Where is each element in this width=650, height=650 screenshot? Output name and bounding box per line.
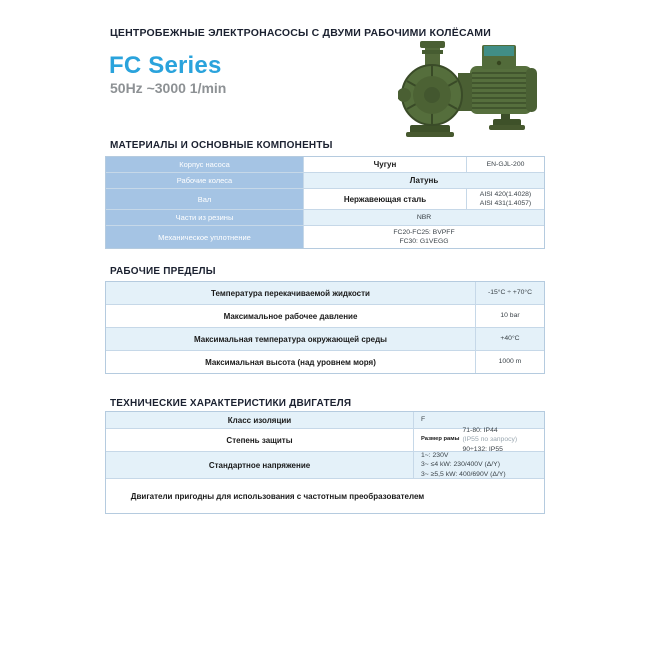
voltage-line: 1~: 230V <box>421 452 449 460</box>
voltage-line: 3~ ≥5,5 kW: 400/690V (Δ/Y) <box>421 470 506 478</box>
table-row <box>106 452 544 479</box>
table-row <box>106 328 544 351</box>
row-label: Стандартное напряжение <box>106 452 414 478</box>
note-line: AISI 420(1.4028) <box>479 190 532 198</box>
row-label: Максимальная температура окружающей среды <box>106 328 476 350</box>
row-note <box>467 189 544 209</box>
protection-line: 90÷132: IP55 <box>462 445 503 453</box>
table-row <box>106 305 544 328</box>
row-value: NBR <box>304 210 544 225</box>
note-line: AISI 431(1.4057) <box>479 200 532 207</box>
row-value: Чугун <box>304 157 467 172</box>
row-label: Механическое уплотнение <box>106 226 304 248</box>
row-label: Класс изоляции <box>106 412 414 428</box>
protection-line <box>463 426 518 444</box>
row-value: Латунь <box>304 173 544 188</box>
row-label: Корпус насоса <box>106 157 304 172</box>
frame-size-prefix: Размер рамы <box>421 436 460 443</box>
row-value <box>414 429 544 451</box>
value-line: FC30: G1VEGG <box>399 238 449 245</box>
table-row <box>106 429 544 452</box>
table-row <box>106 226 544 248</box>
row-note: EN-GJL-200 <box>486 160 525 168</box>
row-value: 1000 m <box>498 358 522 366</box>
series-title: FC Series <box>109 52 222 79</box>
limits-table <box>105 281 545 374</box>
table-row <box>106 351 544 373</box>
row-value: -15°C ÷ +70°C <box>487 289 533 297</box>
row-label: Рабочие колеса <box>106 173 304 188</box>
motor-heading: ТЕХНИЧЕСКИЕ ХАРАКТЕРИСТИКИ ДВИГАТЕЛЯ <box>110 398 352 409</box>
table-row <box>106 282 544 305</box>
table-row <box>106 189 544 210</box>
row-value: 10 bar <box>500 312 520 320</box>
table-row <box>106 210 544 226</box>
protection-note: (IP55 по запросу) <box>462 436 518 444</box>
motor-table <box>105 411 545 514</box>
value-line: FC20-FC25: BVPFF <box>393 228 455 236</box>
row-label: Температура перекачиваемой жидкости <box>106 282 476 304</box>
document-title: ЦЕНТРОБЕЖНЫЕ ЭЛЕКТРОНАСОСЫ С ДВУМИ РАБОЧИМИ КОЛЁСАМИ <box>110 27 491 39</box>
row-value <box>414 452 544 478</box>
materials-table <box>105 156 545 249</box>
row-label: Степень защиты <box>106 429 414 451</box>
row-value: Нержавеющая сталь <box>304 189 467 209</box>
series-subtitle: 50Hz ~3000 1/min <box>110 80 227 96</box>
materials-heading: МАТЕРИАЛЫ И ОСНОВНЫЕ КОМПОНЕНТЫ <box>110 140 333 151</box>
row-label: Максимальная высота (над уровнем моря) <box>106 351 476 373</box>
row-value: +40°C <box>500 335 520 343</box>
table-row <box>106 157 544 173</box>
motor-footer-note: Двигатели пригодны для использования с частотным преобразователем <box>130 491 425 501</box>
row-value: F <box>421 416 426 424</box>
product-photo <box>398 33 553 143</box>
pump-image-icon <box>398 33 553 143</box>
row-label: Части из резины <box>106 210 304 225</box>
row-label: Максимальное рабочее давление <box>106 305 476 327</box>
row-label: Вал <box>106 189 304 209</box>
limits-heading: РАБОЧИЕ ПРЕДЕЛЫ <box>110 266 216 277</box>
table-row <box>106 479 544 513</box>
protection-main: 71-80: IP44 <box>462 427 498 435</box>
row-value <box>304 226 544 248</box>
table-row <box>106 173 544 189</box>
voltage-line: 3~ ≤4 kW: 230/400V (Δ/Y) <box>421 461 500 469</box>
